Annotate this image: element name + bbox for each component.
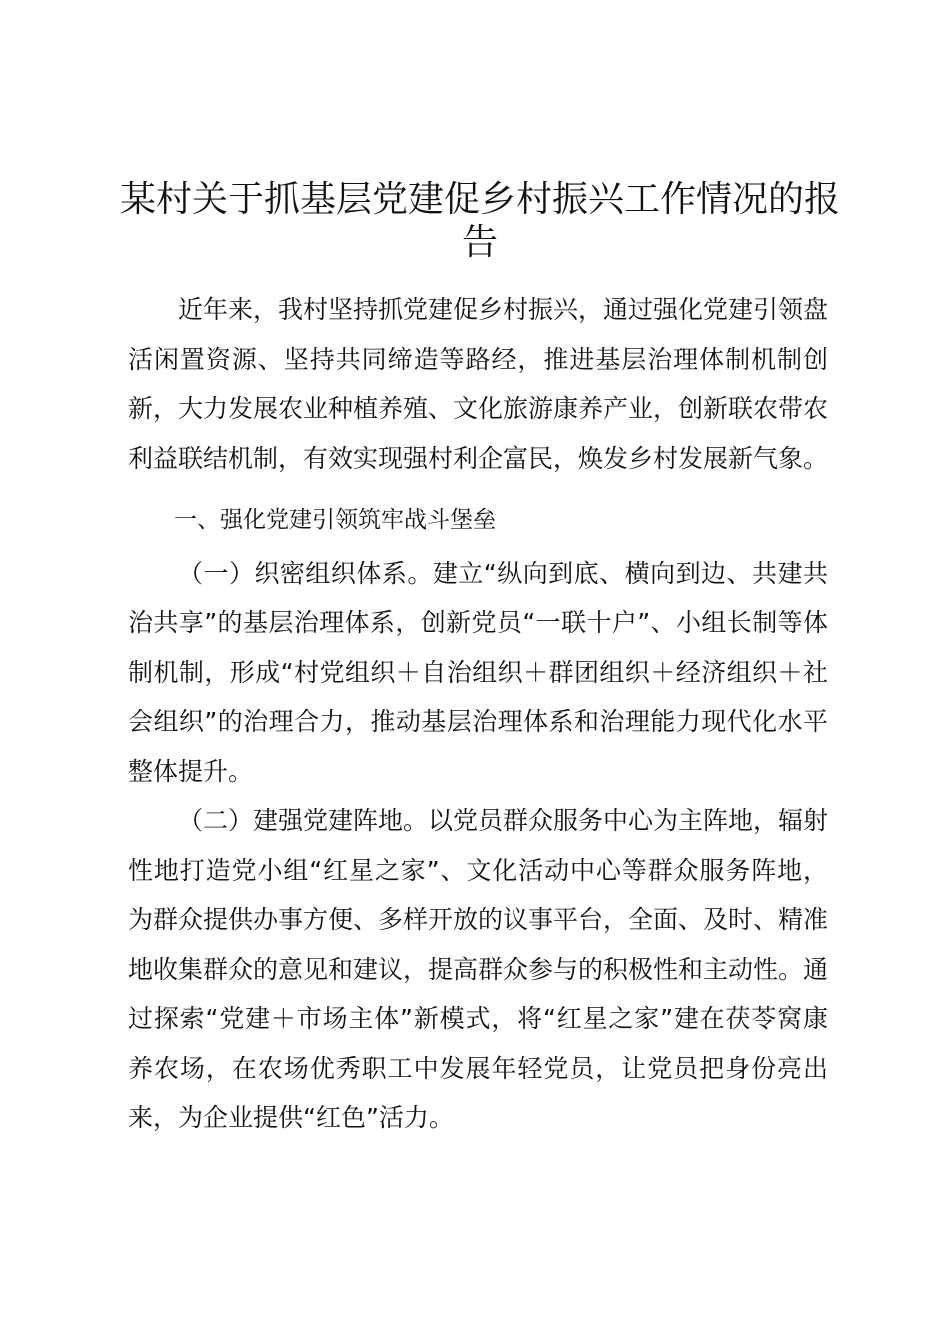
document-body xyxy=(128,285,828,1143)
section-heading-1: 一、强化党建引领筑牢战斗堡垒 xyxy=(174,507,496,533)
subsection-paragraph-1: （一）织密组织体系。建立“纵向到底、横向到边、共建共治共享”的基层治理体系，创新党员“一联十户”、小组长制等体制机制，形成“村党组织＋自治组织＋群团组织＋经济组织＋社会组织”的治理合力，推动基层治理体系和治理能力现代化水平整体提升。 xyxy=(128,558,828,786)
subsection-paragraph-2: （二）建强党建阵地。以党员群众服务中心为主阵地，辐射性地打造党小组“红星之家”、文化活动中心等群众服务阵地，为群众提供办事方便、多样开放的议事平台，全面、及时、精准地收集群众的意见和建议，提高群众参与的积极性和主动性。通过探索“党建＋市场主体”新模式，将“红星之家”建在茯苓窝康养农场，在农场优秀职工中发展年轻党员，让党员把身份亮出来，为企业提供“红色”活力。 xyxy=(128,806,829,1132)
intro-paragraph: 近年来，我村坚持抓党建促乡村振兴，通过强化党建引领盘活闲置资源、坚持共同缔造等路经，推进基层治理体制机制创新，大力发展农业种植养殖、文化旅游康养产业，创新联农带农利益联结机制，有效实现强村利企富民，焕发乡村发展新气象。 xyxy=(128,295,829,473)
document-title: 某村关于抓基层党建促乡村振兴工作情况的报告 xyxy=(119,179,840,263)
